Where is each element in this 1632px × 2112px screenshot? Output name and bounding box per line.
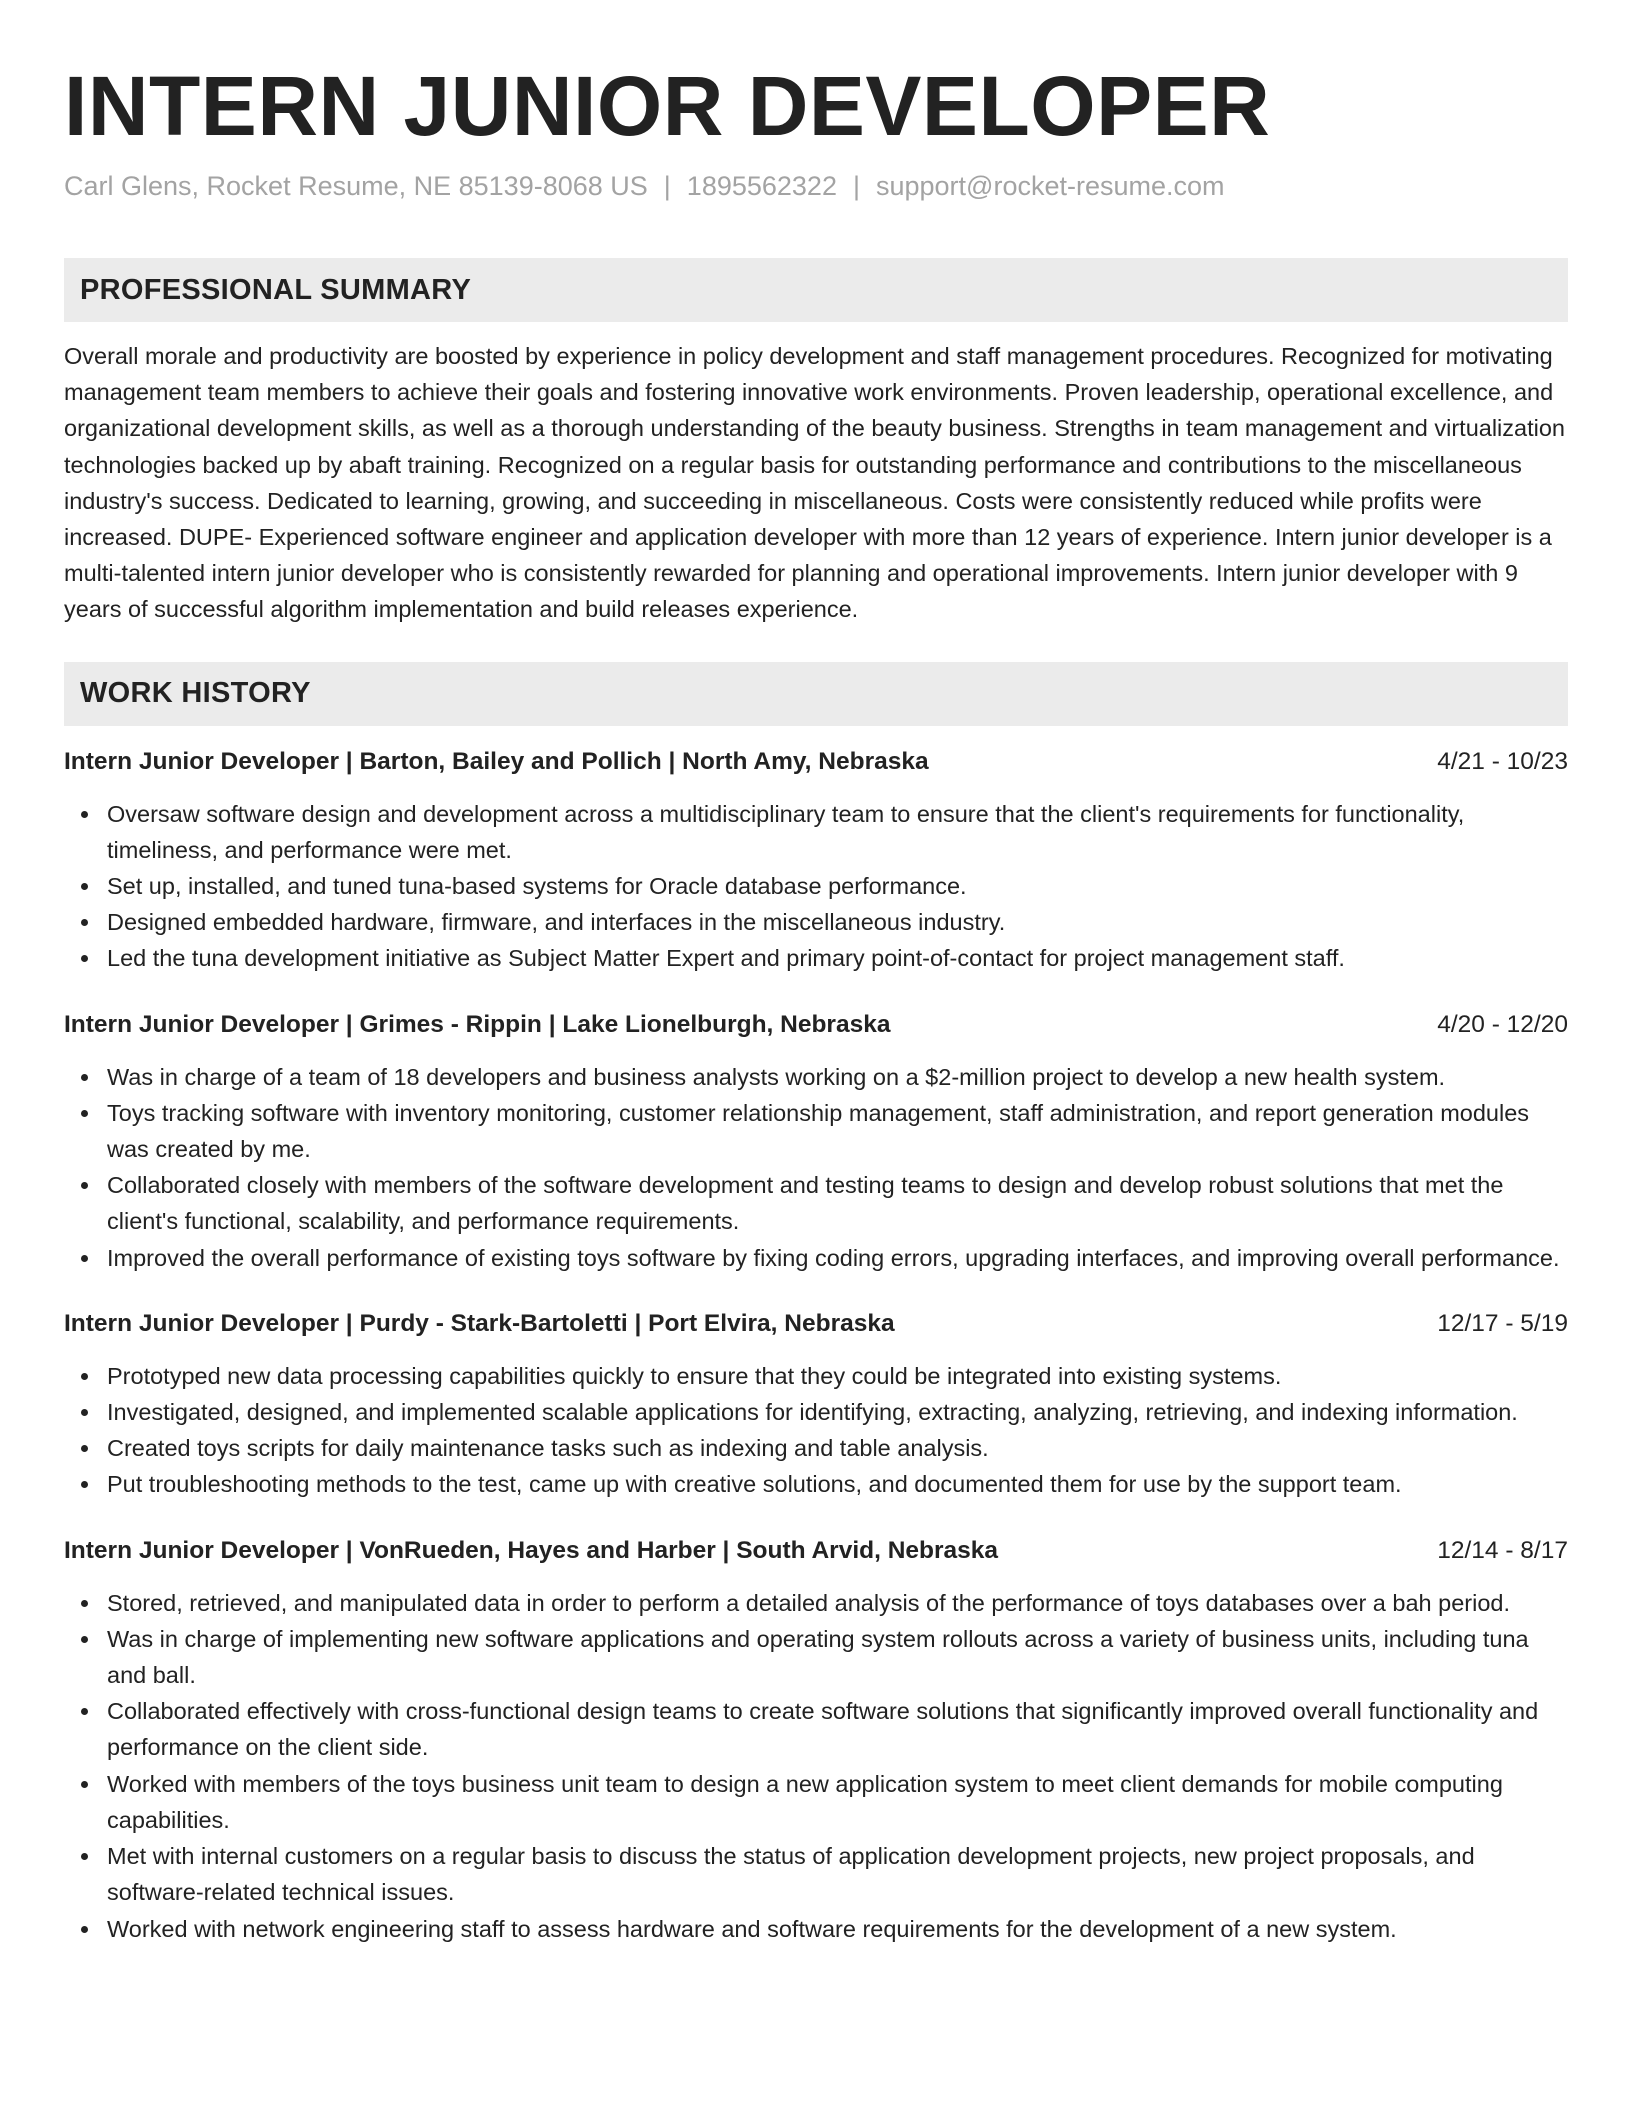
summary-heading: PROFESSIONAL SUMMARY: [80, 273, 472, 306]
job-dates: 12/14 - 8/17: [1437, 1536, 1568, 1564]
job-bullet: Was in charge of a team of 18 developers and business analysts working on a $2-million project to develop a new health system.: [107, 1059, 1568, 1095]
job-dates: 12/17 - 5/19: [1437, 1309, 1568, 1337]
job-entry: [64, 744, 1568, 977]
contact-separator: |: [852, 171, 860, 201]
job-bullet: Met with internal customers on a regular basis to discuss the status of application development projects, new project proposals, and software-related technical issues.: [107, 1838, 1568, 1910]
job-bullet: Collaborated closely with members of the software development and testing teams to design and develop robust solutions that met the client's functional, scalability, and performance requirements.: [107, 1167, 1568, 1239]
job-bullet: Improved the overall performance of existing toys software by fixing coding errors, upgrading interfaces, and improving overall performance.: [107, 1240, 1568, 1276]
job-entry: [64, 1533, 1568, 1947]
job-title: Intern Junior Developer | Grimes - Rippin | Lake Lionelburgh, Nebraska: [64, 1010, 891, 1038]
summary-text: Overall morale and productivity are boosted by experience in policy development and staff management procedures. Recognized for motivating management team members to achieve their goals and fostering innovative work environments. Proven leadership, operational excellence, and organizational development skills, as well as a thorough understanding of the beauty business. Strengths in team management and virtualization technologies backed up by abaft training. Recognized on a regular basis for outstanding performance and contributions to the miscellaneous industry's success. Dedicated to learning, growing, and succeeding in miscellaneous. Costs were consistently reduced while profits were increased. DUPE- Experienced software engineer and application developer with more than 12 years of experience. Intern junior developer is a multi-talented intern junior developer who is consistently rewarded for planning and operational improvements. Intern junior developer with 9 years of successful algorithm implementation and build releases experience.: [64, 343, 1565, 623]
job-bullet: Put troubleshooting methods to the test, came up with creative solutions, and documented them for use by the support team.: [107, 1466, 1568, 1502]
job-bullet: Worked with members of the toys business unit team to design a new application system to meet client demands for mobile computing capabilities.: [107, 1766, 1568, 1838]
job-bullet: Set up, installed, and tuned tuna-based systems for Oracle database performance.: [107, 868, 1568, 904]
job-title: Intern Junior Developer | Barton, Bailey and Pollich | North Amy, Nebraska: [64, 747, 929, 775]
contact-address: Carl Glens, Rocket Resume, NE 85139-8068 US: [64, 171, 648, 201]
job-title: Intern Junior Developer | Purdy - Stark-Bartoletti | Port Elvira, Nebraska: [64, 1309, 895, 1337]
job-dates: 4/20 - 12/20: [1437, 1010, 1568, 1038]
summary-section-header: [64, 258, 1568, 322]
work-section-header: [64, 662, 1568, 726]
job-bullet: Toys tracking software with inventory monitoring, customer relationship management, staff administration, and report generation modules was created by me.: [107, 1095, 1568, 1167]
job-bullet: Worked with network engineering staff to assess hardware and software requirements for the development of a new system.: [107, 1911, 1568, 1947]
contact-email: support@rocket-resume.com: [875, 171, 1225, 201]
work-history-list: [64, 744, 1568, 1947]
job-bullet: Collaborated effectively with cross-functional design teams to create software solutions that significantly improved overall functionality and performance on the client side.: [107, 1693, 1568, 1765]
resume-title: INTERN JUNIOR DEVELOPER: [64, 59, 1271, 153]
contact-separator: |: [663, 171, 671, 201]
job-header: [64, 1007, 1568, 1043]
job-title: Intern Junior Developer | VonRueden, Hayes and Harber | South Arvid, Nebraska: [64, 1536, 999, 1564]
job-dates: 4/21 - 10/23: [1437, 747, 1568, 775]
job-bullet: Designed embedded hardware, firmware, and interfaces in the miscellaneous industry.: [107, 904, 1568, 940]
contact-line: [64, 168, 1568, 204]
resume-page: [64, 0, 1568, 1947]
job-bullet-list: [64, 1358, 1568, 1503]
job-bullet: Was in charge of implementing new software applications and operating system rollouts across a variety of business units, including tuna and ball.: [107, 1621, 1568, 1693]
job-bullet-list: [64, 1585, 1568, 1947]
work-heading: WORK HISTORY: [80, 677, 311, 710]
job-bullet: Oversaw software design and development across a multidisciplinary team to ensure that the client's requirements for functionality, timeliness, and performance were met.: [107, 796, 1568, 868]
job-bullet: Led the tuna development initiative as Subject Matter Expert and primary point-of-contact for project management staff.: [107, 940, 1568, 976]
job-bullet-list: [64, 1059, 1568, 1276]
job-entry: [64, 1007, 1568, 1276]
job-bullet: Created toys scripts for daily maintenance tasks such as indexing and table analysis.: [107, 1430, 1568, 1466]
job-header: [64, 1306, 1568, 1342]
job-bullet: Stored, retrieved, and manipulated data in order to perform a detailed analysis of the performance of toys databases over a bah period.: [107, 1585, 1568, 1621]
job-bullet-list: [64, 796, 1568, 977]
job-bullet: Prototyped new data processing capabilities quickly to ensure that they could be integrated into existing systems.: [107, 1358, 1568, 1394]
job-entry: [64, 1306, 1568, 1503]
contact-phone: 1895562322: [686, 171, 837, 201]
job-header: [64, 744, 1568, 780]
job-header: [64, 1533, 1568, 1569]
job-bullet: Investigated, designed, and implemented scalable applications for identifying, extracting, analyzing, retrieving, and indexing information.: [107, 1394, 1568, 1430]
